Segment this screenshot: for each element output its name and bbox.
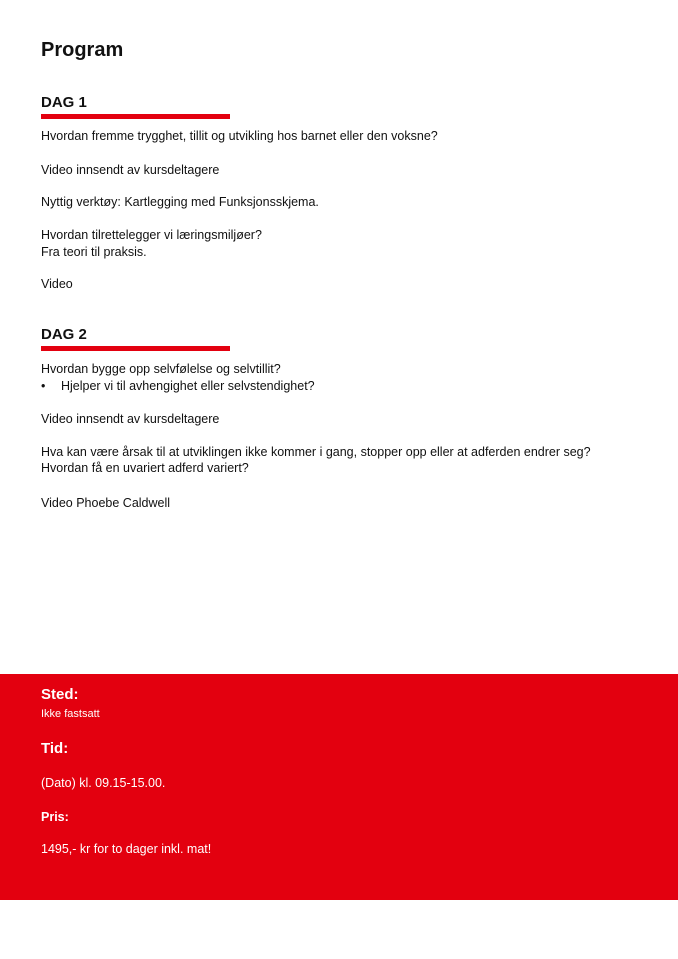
place-value: Ikke fastsatt xyxy=(41,708,100,720)
day-2-line-2: Hva kan være årsak til at utviklingen ikke kommer i gang, stopper opp eller at adferden endrer seg? xyxy=(41,445,591,459)
day-2-bullet-item xyxy=(41,378,315,394)
day-2-divider xyxy=(41,346,230,351)
day-2-question: Hvordan bygge opp selvfølelse og selvtillit? xyxy=(41,362,281,376)
day-1-divider xyxy=(41,114,230,119)
day-1-line-3: Nyttig verktøy: Kartlegging med Funksjonsskjema. xyxy=(41,195,319,209)
day-2-line-1: Video innsendt av kursdeltagere xyxy=(41,412,220,426)
bullet-marker: • xyxy=(41,379,46,393)
place-label: Sted: xyxy=(41,686,79,703)
time-label: Tid: xyxy=(41,740,69,757)
day-2-heading: DAG 2 xyxy=(41,326,87,343)
day-1-line-2: Video innsendt av kursdeltagere xyxy=(41,163,220,177)
day-1-line-1: Hvordan fremme trygghet, tillit og utvikling hos barnet eller den voksne? xyxy=(41,129,438,143)
info-box xyxy=(0,674,678,900)
day-1-heading: DAG 1 xyxy=(41,94,87,111)
day-2-line-4: Video Phoebe Caldwell xyxy=(41,496,171,510)
page-title: Program xyxy=(41,39,124,61)
price-label: Pris: xyxy=(41,810,69,824)
time-value: (Dato) kl. 09.15-15.00. xyxy=(41,776,166,790)
day-1-line-5: Fra teori til praksis. xyxy=(41,245,147,259)
day-2-line-3: Hvordan få en uvariert adferd variert? xyxy=(41,461,249,475)
day-2-bullet-text: Hjelper vi til avhengighet eller selvstendighet? xyxy=(61,379,315,393)
day-1-line-4: Hvordan tilrettelegger vi læringsmiljøer? xyxy=(41,228,262,242)
price-value: 1495,- kr for to dager inkl. mat! xyxy=(41,842,212,856)
day-1-line-6: Video xyxy=(41,277,73,291)
